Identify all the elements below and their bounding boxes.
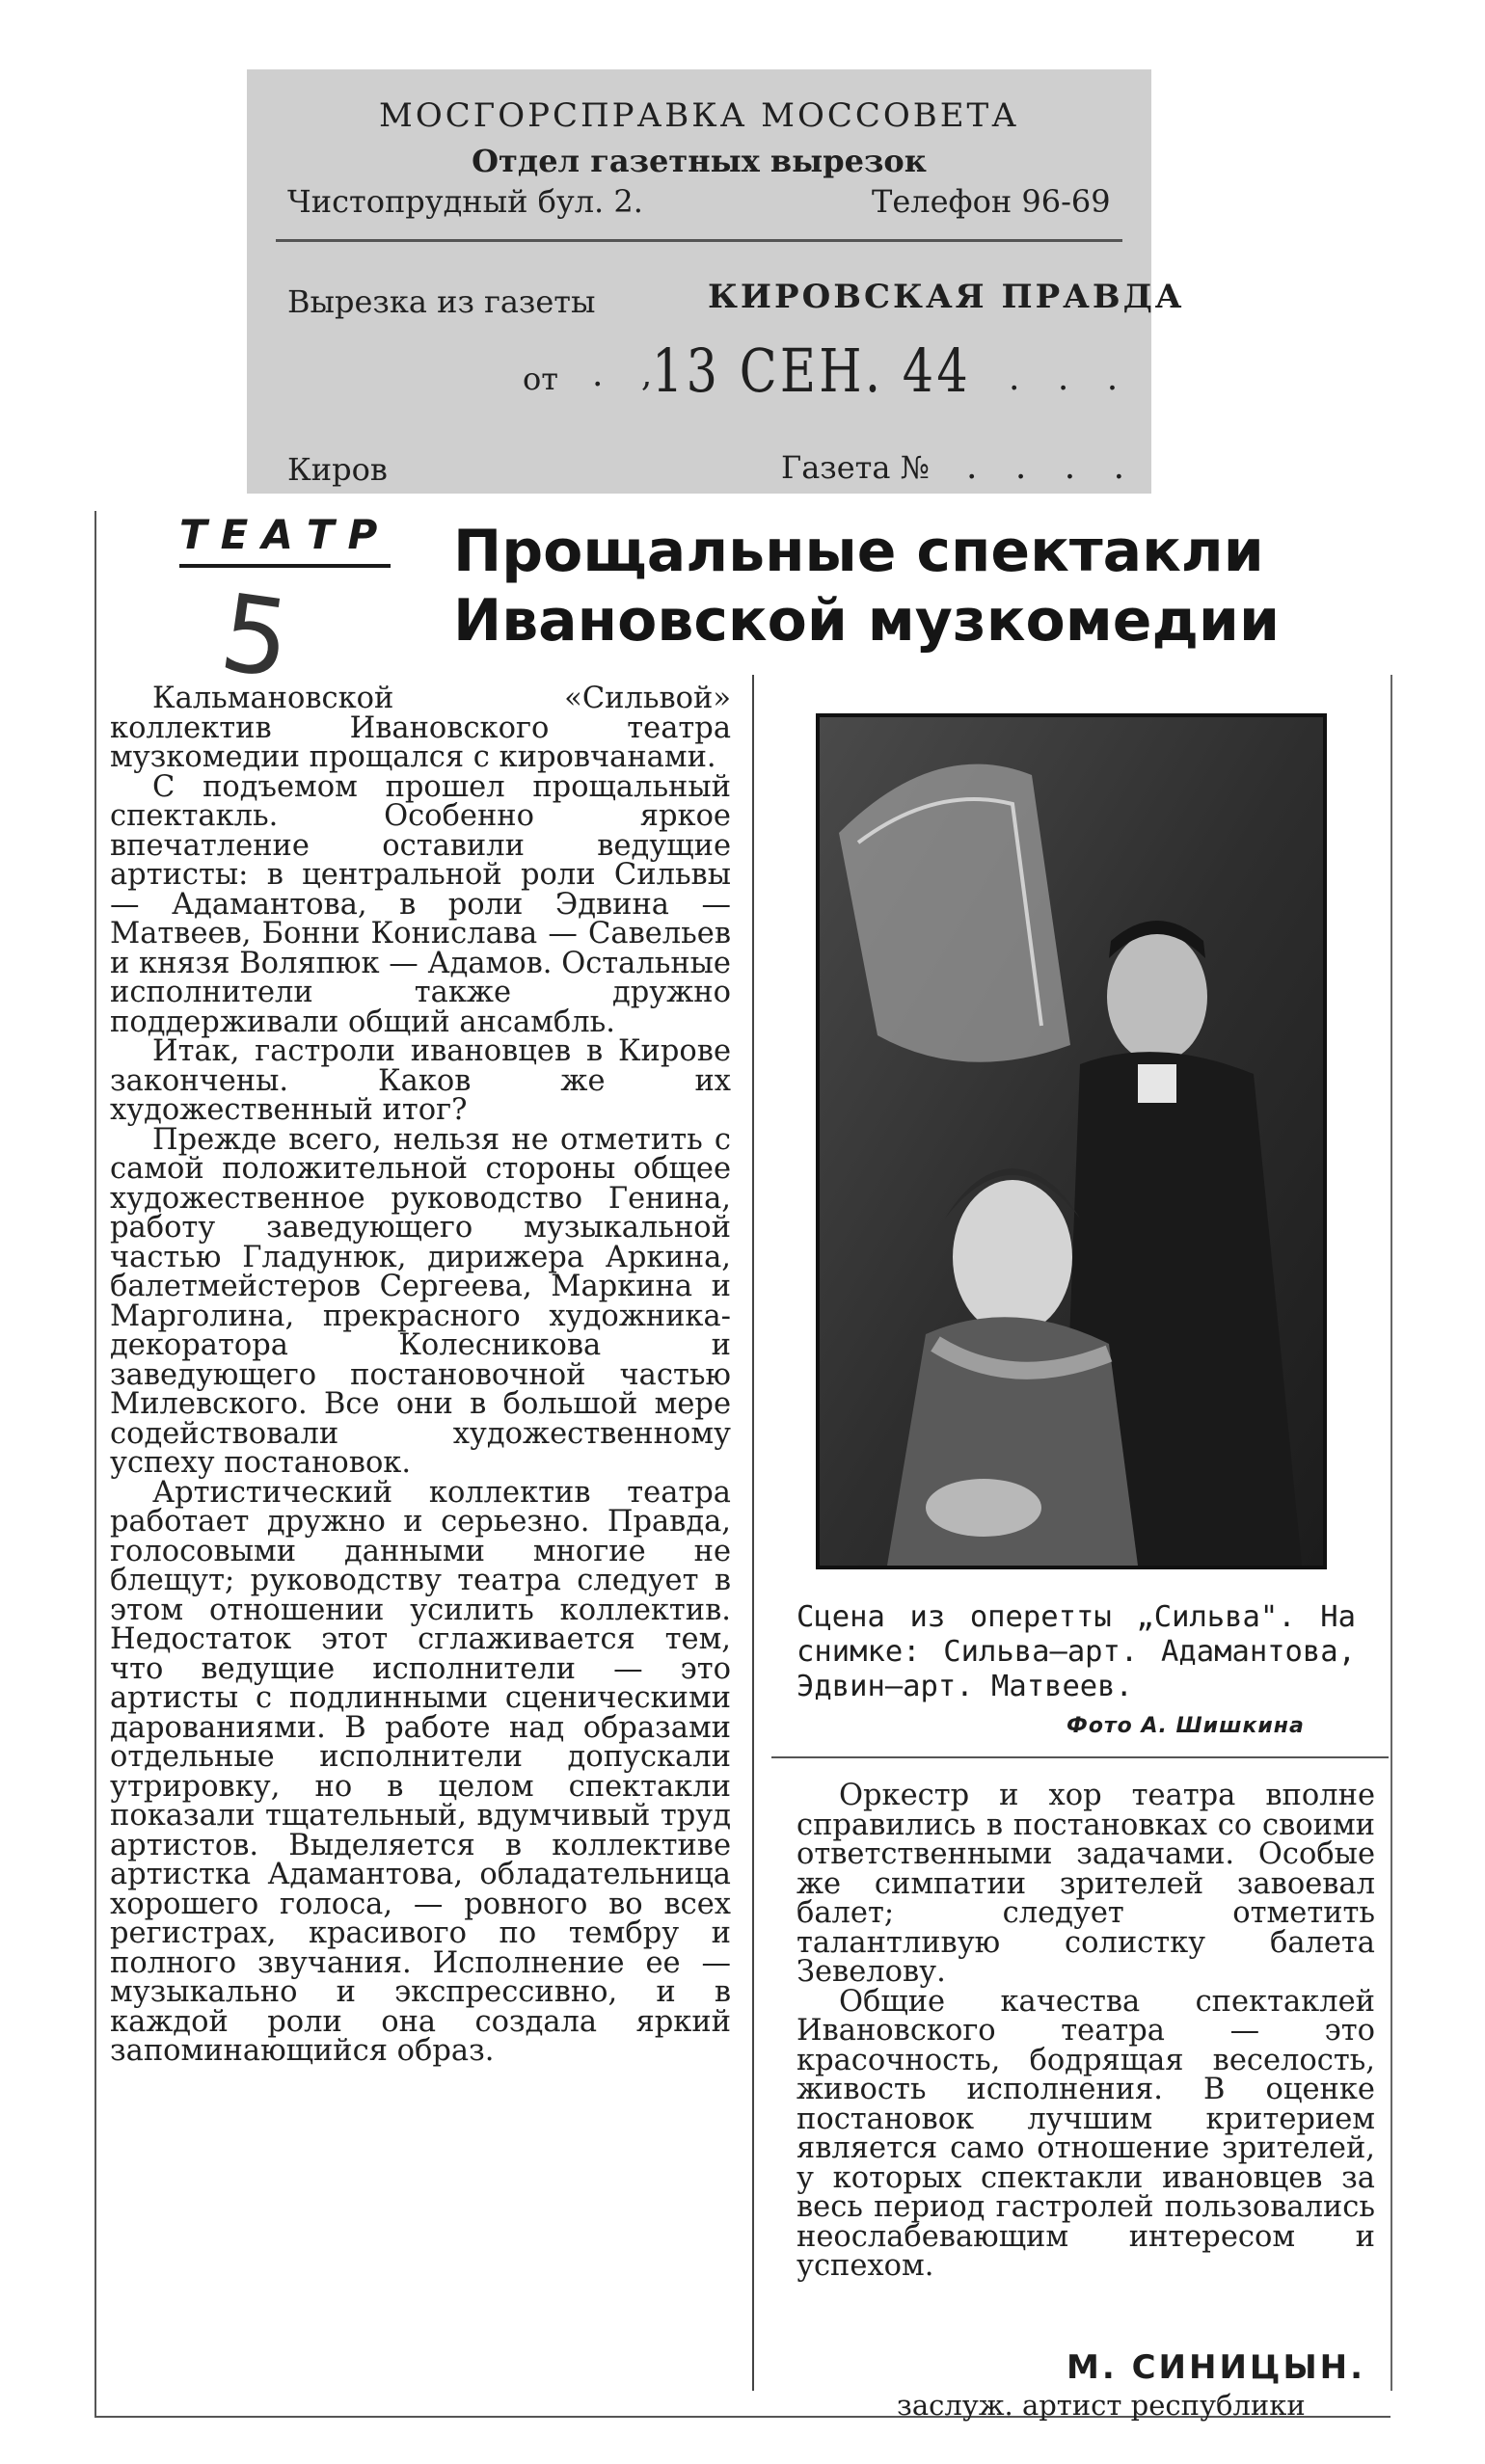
stamp-from-label: от xyxy=(523,361,558,397)
stamp-date: 13 СЕН. 44 xyxy=(652,335,972,406)
stamp-department: Отдел газетных вырезок xyxy=(472,143,927,179)
paragraph: С подъемом прошел прощальный спектакль. Особенно яркое впечатление оставили ведущие артисты: в центральной роли Сильвы — Адамантова, в роли Эдвина — Матвеев, Бонни Конислава — Савельев и князя Воляпюк — Адамов. Остальные исполнители также дружно поддерживали общий ансамбль. xyxy=(110,769,731,1039)
stamp-divider xyxy=(276,239,1122,242)
paragraph: Прежде всего, нельзя не отметить с самой положительной стороны общее художественное руководство Генина, работу заведующего музыкальной частью Гладунюк, дирижера Аркина, балетмейстеров Сергеева, Маркина и Марголина, прекрасного художника-декоратора Колесникова и заведующего постановочной частью Милевского. Все они в большой мере содействовали художественному успеху постановок. xyxy=(110,1122,731,1480)
article-column-right xyxy=(796,1781,1375,2282)
clipping-stamp xyxy=(247,69,1185,494)
stamp-dots-left: . , xyxy=(592,355,666,394)
paragraph: Артистический коллектив театра работает дружно и серьезно. Правда, голосовыми данными многие не блещут; руководству театра следует в этом отношении усилить коллектив. Недостаток этот сглаживается тем, что ведущие исполнители — это артисты с подлинными сценическими дарованиями. В работе над образами отдельные исполнители допускали утрировку, но в целом спектакли показали тщательный, вдумчивый труд артистов. Выделяется в коллективе артистка Адамантова, обладательница хорошего голоса, — ровного во всех регистрах, красивого по тембру и полного звучания. Исполнение ее — музыкально и экспрессивно, и в каждой роли она создала яркий запоминающийся образ. xyxy=(110,1475,731,2068)
article-headline xyxy=(453,517,1321,656)
stamp-dots-right: . . . xyxy=(1009,359,1132,398)
section-rubric: ТЕАТР xyxy=(179,511,391,568)
headline-line-2: Ивановской музкомедии xyxy=(453,587,1280,655)
stamp-city: Киров xyxy=(287,451,388,488)
scene-photo xyxy=(816,713,1327,1569)
stamp-clip-label: Вырезка из газеты xyxy=(287,283,596,320)
stamp-number-dots: . . . . xyxy=(966,447,1139,487)
photo-image xyxy=(820,717,1323,1566)
stamp-address: Чистопрудный бул. 2. xyxy=(287,183,643,220)
stamp-organization: МОСГОРСПРАВКА МОССОВЕТА xyxy=(379,96,1019,135)
photo-caption xyxy=(796,1600,1356,1704)
photo-credit: Фото А. Шишкина xyxy=(1066,1714,1305,1738)
caption-text: Сцена из оперетты „Сильва". На снимке: Сильва—арт. Адамантова, Эдвин—арт. Матвеев. xyxy=(796,1600,1356,1703)
stamp-newspaper-name: КИРОВСКАЯ ПРАВДА xyxy=(708,278,1185,316)
author-title: заслуж. артист республики xyxy=(897,2389,1306,2422)
pencil-mark: 5 xyxy=(213,570,298,703)
author-name: М. СИНИЦЫН. xyxy=(1066,2348,1366,2387)
paragraph: Оркестр и хор театра вполне справились в постановках со своими ответственными задачами. Особые же симпатии зрителей завоевал балет; следует отметить талантливую солистку балета Зевелову. xyxy=(796,1779,1375,1989)
stamp-number-label: Газета № xyxy=(781,449,930,486)
stamp-phone: Телефон 96-69 xyxy=(872,183,1111,220)
clipping-border-right xyxy=(1390,675,1392,2391)
paragraph: Итак, гастроли ивановцев в Кирове закончены. Каков же их художественный итог? xyxy=(110,1034,731,1127)
clipping-border-left xyxy=(94,511,96,2416)
caption-divider xyxy=(771,1756,1389,1758)
headline-line-1: Прощальные спектакли xyxy=(453,518,1264,585)
paragraph: Кальмановской «Сильвой» коллектив Ивановского театра музкомедии прощался с кировчанами. xyxy=(110,682,731,774)
paragraph: Общие качества спектаклей Ивановского театра — это красочность, бодрящая веселость, живость исполнения. В оценке постановок лучшим критерием является само отношение зрителей, у которых спектакли ивановцев за весь период гастролей пользовались неослабевающим интересом и успехом. xyxy=(796,1984,1375,2283)
column-divider xyxy=(752,675,754,2391)
article-column-left xyxy=(110,684,731,2067)
